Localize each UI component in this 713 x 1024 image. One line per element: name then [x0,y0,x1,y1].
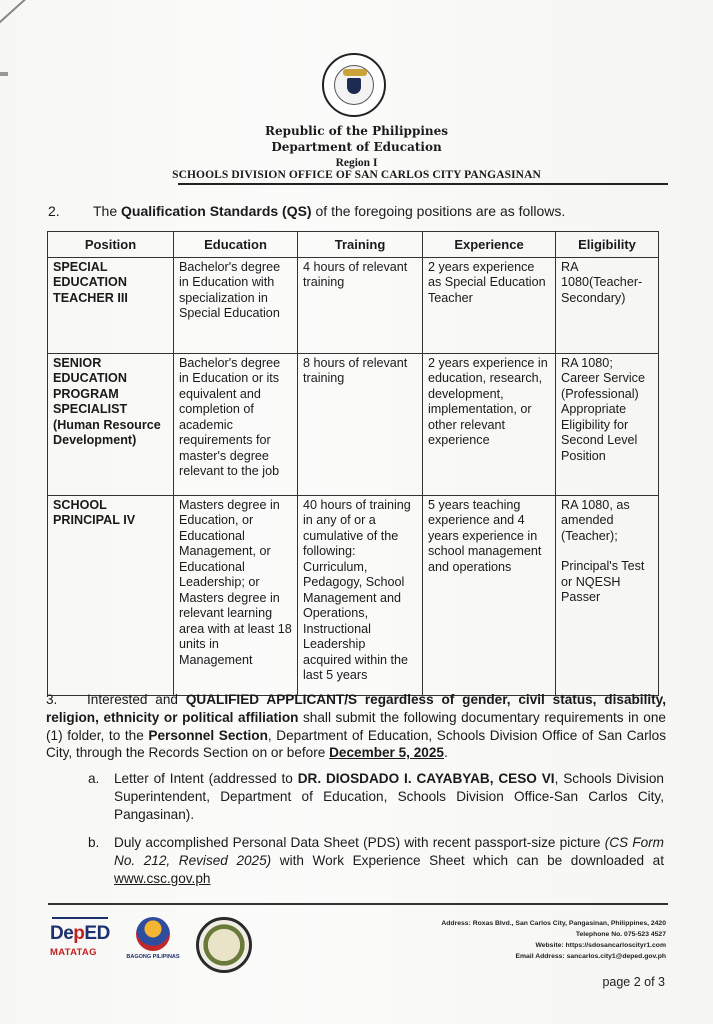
requirement-item [88,834,664,887]
deadline-date: December 5, 2025 [329,745,444,761]
italic-text: (CS Form No. 212, Revised 2025) [114,835,664,869]
eligibility-line: Principal's Test or NQESH Passer [561,559,645,604]
sdo-seal-icon [196,917,252,973]
item-letter: b. [88,835,100,851]
table-row [48,495,659,695]
csc-website-link[interactable]: www.csc.gov.ph [114,870,211,886]
cell-position: SPECIAL EDUCATION TEACHER III [48,257,174,353]
footer-divider [48,903,668,905]
telephone-line: Telephone No. 075-523 4527 [575,931,666,938]
header-office: SCHOOLS DIVISION OFFICE OF SAN CARLOS CITY PANGASINAN [172,169,541,181]
contact-block [441,918,666,962]
header-department: Department of Education [271,140,442,154]
seal-torch-icon [343,69,367,76]
bold-text: QUALIFIED APPLICANT/S regardless of gender, civil status, disability, religion, ethnicity or political affiliation [46,692,666,725]
page-fold-mark [0,72,8,76]
column-header-experience: Experience [423,232,556,258]
bold-text: DR. DIOSDADO I. CAYABYAB, CESO VI [297,771,555,786]
requirement-item [88,770,664,823]
text: , Department of Education, Schools Division Office of San Carlos City, through the Records Section on or before [46,727,666,761]
deped-seal-icon [322,53,386,117]
seal-inner-ring [334,65,374,105]
page-number: page 2 of 3 [602,975,665,989]
requirements-list [88,770,664,899]
deped-matatag-logo [50,917,114,958]
text: Duly accomplished Personal Data Sheet (PDS) with recent passport-size picture [114,835,605,851]
matatag-wordmark: MATATAG [50,947,97,958]
header-republic: Republic of the Philippines [264,124,449,138]
text: shall submit the following documentary requirements in one (1) folder, to the [46,709,666,743]
text: with Work Experience Sheet which can be downloaded at [271,853,664,869]
text: De [50,923,74,944]
header-divider [178,183,668,185]
bold-text: Personnel Section [148,727,268,743]
bagong-pilipinas-logo [125,915,181,965]
cell-eligibility: RA 1080; Career Service (Professional) Appropriate Eligibility for Second Level Position [556,353,659,495]
address-line: Address: Roxas Blvd., San Carlos City, Pangasinan, Philippines, 2420 [441,920,666,927]
text: p [73,923,85,944]
table-row [48,353,659,495]
website-line: Website: https://sdosancarloscityr1.com [535,942,666,949]
cell-education: Bachelor's degree in Education or its equivalent and completion of academic requirements for master's degree relevant to the job [174,353,298,495]
section-number: 2. [48,203,60,219]
text: Interested and [87,692,186,707]
bold-text: Qualification Standards (QS) [121,203,312,219]
page-fold-line [0,0,72,32]
header-region: Region I [335,157,378,169]
cell-training: 8 hours of relevant training [298,353,423,495]
cell-training: 40 hours of training in any of or a cumulative of the following: Curriculum, Pedagogy, School Management and Operations, Instructional Leadership acquired within the last 5 years [298,495,423,695]
column-header-education: Education [174,232,298,258]
text: , Schools Division Superintendent, Department of Education, Schools Division Office-San Carlos City, Pangasinan). [114,771,664,822]
section-2-paragraph [48,203,565,219]
text: ED [84,923,110,944]
cell-position: SENIOR EDUCATION PROGRAM SPECIALIST (Human Resource Development) [48,353,174,495]
sun-icon [136,917,170,951]
text: The [93,203,122,219]
bagong-pilipinas-label: BAGONG PILIPINAS [126,954,180,960]
email-line: Email Address: sancarlos.city1@deped.gov.ph [515,953,666,960]
cell-experience: 2 years experience as Special Education Teacher [423,257,556,353]
eligibility-line: RA 1080, as amended (Teacher); [561,497,630,543]
cell-training: 4 hours of relevant training [298,257,423,353]
section-number: 3. [46,692,58,707]
cell-education: Masters degree in Education, or Educational Management, or Educational Leadership; or Masters degree in relevant learning area with at least 18 units in Management [174,495,298,695]
column-header-position: Position [48,232,174,258]
cell-experience: 5 years teaching experience and 4 years experience in school management and operations [423,495,556,695]
qualification-standards-table [47,231,659,696]
item-letter: a. [88,771,100,786]
table-header-row [48,232,659,258]
text: Letter of Intent (addressed to [114,771,298,786]
column-header-training: Training [298,232,423,258]
cell-experience: 2 years experience in education, research, development, implementation, or other relevant experience [423,353,556,495]
cell-eligibility [556,495,659,695]
text: of the foregoing positions are as follows. [311,203,566,219]
table-row [48,257,659,353]
text: . [443,745,448,761]
cell-eligibility: RA 1080(Teacher-Secondary) [556,257,659,353]
cell-education: Bachelor's degree in Education with specialization in Special Education [174,257,298,353]
cell-position: SCHOOL PRINCIPAL IV [48,495,174,695]
seal-shield-icon [347,78,361,94]
section-3-paragraph [46,691,666,762]
column-header-eligibility: Eligibility [556,232,659,258]
logo-bar [52,917,108,919]
deped-wordmark [50,923,114,945]
